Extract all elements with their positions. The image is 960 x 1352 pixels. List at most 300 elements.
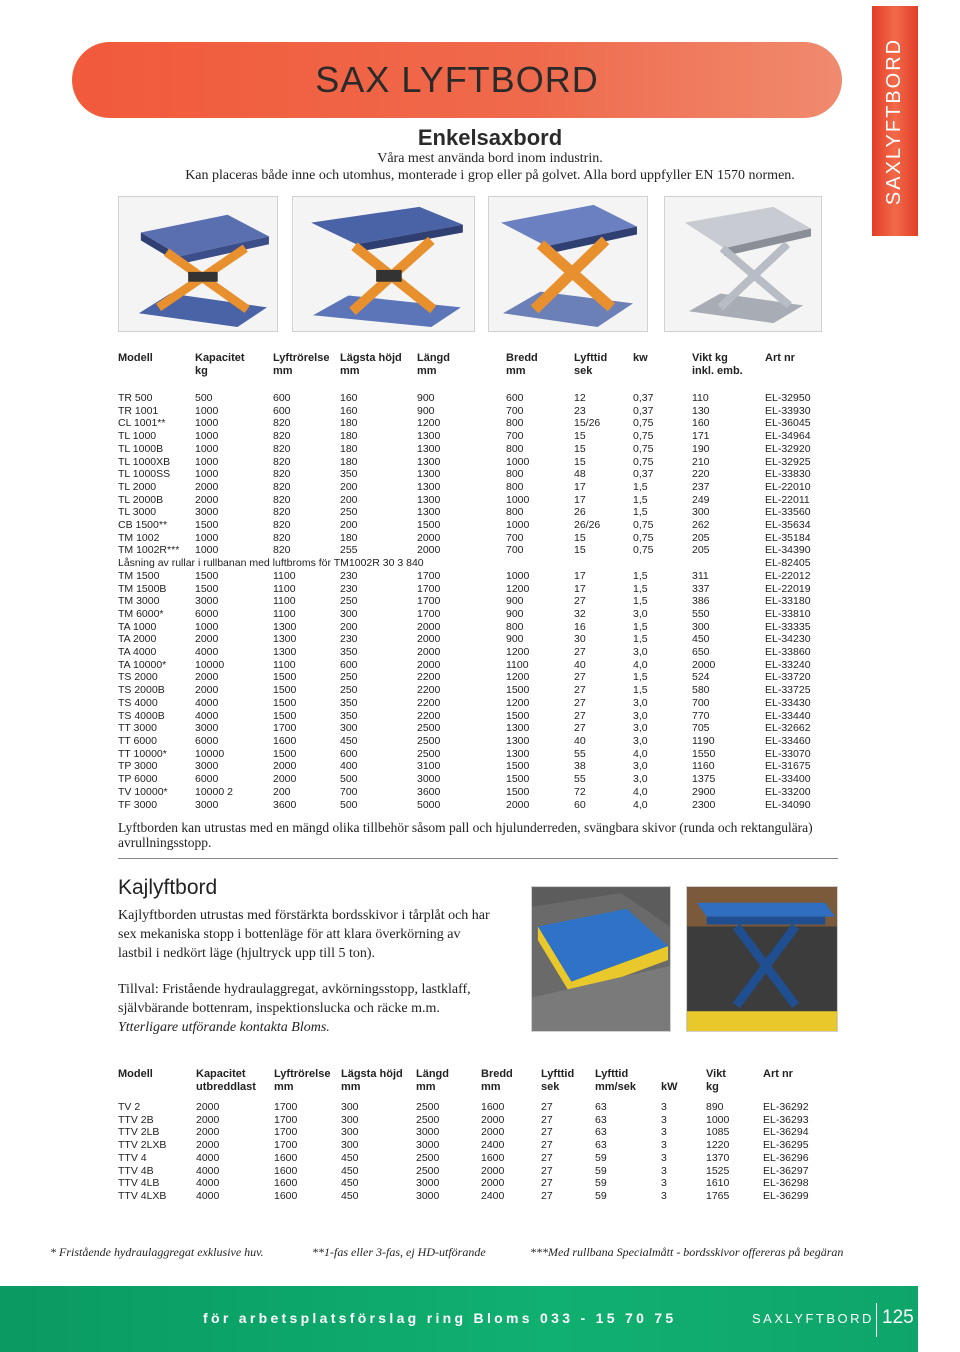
table-cell: 2000	[195, 633, 219, 646]
table-cell: EL-33930	[765, 404, 811, 417]
table-cell: 60	[574, 798, 586, 811]
table-cell: 6000	[195, 734, 219, 747]
table-cell: 2000	[195, 671, 219, 684]
table-row	[118, 722, 818, 735]
table-cell: 1000	[195, 417, 219, 430]
table-cell: 1,5	[633, 480, 648, 493]
table-cell: 2000	[481, 1177, 505, 1190]
table-cell: 600	[506, 392, 524, 404]
table-row	[118, 659, 818, 672]
table-cell: 27	[574, 646, 586, 659]
table-cell: EL-36299	[763, 1189, 809, 1202]
table-cell: 220	[692, 468, 710, 481]
table-cell: 17	[574, 493, 586, 506]
footnote-1: * Fristående hydraulaggregat exklusive huv.	[50, 1245, 264, 1259]
column-header	[417, 352, 506, 392]
table-cell: 3,0	[633, 773, 648, 786]
table-cell: 4000	[195, 696, 219, 709]
table-cell: 205	[692, 531, 710, 544]
table-cell: TA 10000*	[118, 658, 167, 671]
table-cell: 1500	[506, 785, 530, 798]
table-cell: 770	[692, 709, 710, 722]
table-cell: EL-34230	[765, 633, 811, 646]
table-cell: 2500	[416, 1151, 440, 1164]
table-cell: 3000	[416, 1189, 440, 1202]
table-cell: 237	[692, 480, 710, 493]
table-cell: 580	[692, 684, 710, 697]
table-cell: 27	[574, 696, 586, 709]
table-cell: 3000	[195, 506, 219, 519]
table-cell: EL-33400	[765, 773, 811, 786]
column-header	[341, 1068, 416, 1101]
table-cell: 3,0	[633, 607, 648, 620]
table-cell: 4,0	[633, 747, 648, 760]
special-row-art-number: EL-82405	[765, 557, 811, 570]
table-cell: 27	[541, 1151, 553, 1164]
table-row	[118, 494, 818, 507]
table-cell: EL-33810	[765, 607, 811, 620]
table-row	[118, 1126, 838, 1139]
table-cell: 300	[692, 506, 710, 519]
table-cell: TM 3000	[118, 595, 160, 608]
table-cell: 300	[340, 722, 358, 735]
table-cell: EL-34964	[765, 430, 811, 443]
table-cell: 17	[574, 582, 586, 595]
table-cell: 1375	[692, 773, 716, 786]
table-cell: 250	[340, 684, 358, 697]
column-header	[416, 1068, 481, 1101]
table-cell: 250	[340, 671, 358, 684]
table-cell: 3,0	[633, 760, 648, 773]
table-cell: 15	[574, 430, 586, 443]
table-cell: CB 1500**	[118, 519, 168, 532]
table-cell: EL-33720	[765, 671, 811, 684]
section-title-kajlyftbord: Kajlyftbord	[118, 876, 218, 899]
table-cell: 1200	[506, 646, 530, 659]
table-row	[118, 1190, 838, 1203]
table-cell: 300	[340, 607, 358, 620]
table-cell: 2000	[273, 760, 297, 773]
table-cell: 10000 2	[195, 785, 233, 798]
table-cell: EL-32925	[765, 455, 811, 468]
table-cell: 2000	[417, 633, 441, 646]
table-cell: 10000	[195, 747, 225, 760]
table-cell: TTV 4B	[118, 1164, 154, 1177]
column-header-line-1: Modell	[118, 352, 153, 364]
table-cell: 1200	[506, 671, 530, 684]
table-row	[118, 1114, 838, 1127]
table-cell: TTV 4LXB	[118, 1189, 167, 1202]
product-photo-4	[664, 196, 822, 332]
table-cell: 1500	[273, 684, 297, 697]
column-header-line-1: kw	[633, 352, 648, 364]
intro-line-1: Våra mest använda bord inom industrin.	[377, 151, 603, 166]
footnote-3: ***Med rullbana Specialmått - bordsskivor offereras på begäran	[530, 1245, 844, 1259]
table-cell: 23	[574, 404, 586, 417]
table-cell: EL-36297	[763, 1164, 809, 1177]
table-cell: 1525	[706, 1164, 730, 1177]
table-cell: 1700	[274, 1126, 298, 1139]
column-header-line-2: kg	[195, 365, 208, 377]
table-cell: EL-34090	[765, 798, 811, 811]
table-cell: 2000	[196, 1139, 220, 1152]
table-cell: 2000	[417, 544, 441, 557]
table-cell: 262	[692, 519, 710, 532]
table-cell: 0,37	[633, 468, 654, 481]
table-cell: 800	[506, 620, 524, 633]
table-cell: 3	[661, 1177, 667, 1190]
table-cell: 10000	[195, 658, 225, 671]
table-cell: 1,5	[633, 633, 648, 646]
table-cell: 0,75	[633, 442, 654, 455]
table-row	[118, 697, 818, 710]
table-cell: 1500	[273, 671, 297, 684]
table-cell: 180	[340, 455, 358, 468]
table-cell: TS 2000	[118, 671, 158, 684]
column-header-line-2: mm	[416, 1081, 436, 1093]
table-row	[118, 506, 818, 519]
table-cell: TM 1002R***	[118, 544, 180, 557]
table-cell: 1300	[273, 620, 297, 633]
table-row	[118, 468, 818, 481]
table-cell: 1500	[195, 582, 219, 595]
table-cell: 6000	[195, 773, 219, 786]
kajlyftbord-contact-text: Ytterligare utförande kontakta Bloms.	[118, 1020, 330, 1035]
table-cell: 255	[340, 544, 358, 557]
table-cell: 2500	[416, 1113, 440, 1126]
table-cell: 200	[340, 493, 358, 506]
table-cell: 1300	[506, 722, 530, 735]
product-photo-3	[488, 196, 648, 332]
table-cell: 1000	[195, 442, 219, 455]
table-cell: EL-36295	[763, 1139, 809, 1152]
table-cell: TT 3000	[118, 722, 157, 735]
table-cell: EL-22011	[765, 493, 810, 506]
column-header-line-2: mm	[341, 1081, 361, 1093]
side-label: SAXLYFTBORD	[883, 37, 906, 205]
table-cell: 1610	[706, 1177, 730, 1190]
footnote-2: **1-fas eller 3-fas, ej HD-utförande	[312, 1245, 486, 1259]
table-cell: TTV 2LB	[118, 1126, 160, 1139]
table-cell: 386	[692, 595, 710, 608]
table-row	[118, 519, 818, 532]
table-cell: 2000	[417, 531, 441, 544]
kajlyftbord-photo-1	[531, 886, 671, 1032]
table-cell: 4,0	[633, 798, 648, 811]
table-row	[118, 570, 818, 583]
table-cell: 1,5	[633, 493, 648, 506]
table-cell: 1000	[506, 455, 530, 468]
table-cell: 820	[273, 531, 291, 544]
table-cell: 820	[273, 417, 291, 430]
table-cell: 1700	[274, 1139, 298, 1152]
table-cell: 300	[341, 1139, 359, 1152]
table-cell: 2000	[196, 1101, 220, 1113]
table-cell: 3,0	[633, 696, 648, 709]
table-cell: 650	[692, 646, 710, 659]
table-cell: 0,37	[633, 392, 654, 404]
table-cell: 2000	[692, 658, 716, 671]
table-cell: 500	[195, 392, 213, 404]
table-row	[118, 748, 818, 761]
table-cell: EL-33430	[765, 696, 811, 709]
column-header-line-1: Bredd	[481, 1068, 513, 1080]
table-cell: 15	[574, 531, 586, 544]
table-row	[118, 583, 818, 596]
table-cell: EL-32662	[765, 722, 811, 735]
table-cell: 820	[273, 506, 291, 519]
table-cell: EL-33440	[765, 709, 811, 722]
table-cell: 250	[340, 506, 358, 519]
column-header-line-1: Lägsta höjd	[341, 1068, 403, 1080]
table-cell: EL-33830	[765, 468, 811, 481]
column-header-line-1: Vikt	[706, 1068, 726, 1080]
table-cell: 63	[595, 1101, 607, 1113]
table-cell: 300	[341, 1101, 359, 1113]
table-cell: 160	[692, 417, 710, 430]
table-cell: 0,75	[633, 531, 654, 544]
column-header	[633, 352, 692, 392]
table-cell: TR 500	[118, 392, 153, 404]
table-cell: 1300	[417, 480, 441, 493]
table-cell: 1500	[273, 709, 297, 722]
table-cell: TTV 4LB	[118, 1177, 160, 1190]
table-cell: TL 1000XB	[118, 455, 171, 468]
column-header-line-2: mm	[274, 1081, 294, 1093]
table-cell: 1600	[273, 734, 297, 747]
table-cell: 700	[506, 430, 524, 443]
column-header	[195, 352, 273, 392]
table-cell: 1300	[417, 506, 441, 519]
column-header-line-1: Längd	[416, 1068, 449, 1080]
table-cell: 1600	[274, 1189, 298, 1202]
table-cell: 55	[574, 747, 586, 760]
table-cell: EL-33240	[765, 658, 811, 671]
column-header-line-2: sek	[541, 1081, 560, 1093]
table-row	[118, 595, 818, 608]
table-cell: 1000	[195, 544, 219, 557]
column-header-line-1: Art nr	[763, 1068, 793, 1080]
table-cell: 230	[340, 633, 358, 646]
table-cell: 3000	[416, 1177, 440, 1190]
table-cell: 890	[706, 1101, 724, 1113]
table-cell: 180	[340, 442, 358, 455]
table-cell: 2300	[692, 798, 716, 811]
table-cell: 200	[340, 480, 358, 493]
table-cell: 550	[692, 607, 710, 620]
table-cell: TP 3000	[118, 760, 158, 773]
table-row	[118, 1165, 838, 1178]
table-cell: 300	[341, 1113, 359, 1126]
table-cell: TA 2000	[118, 633, 157, 646]
table-cell: 900	[417, 404, 435, 417]
table-cell: 800	[506, 417, 524, 430]
table-row	[118, 684, 818, 697]
table-cell: 3	[661, 1164, 667, 1177]
table-cell: 1500	[417, 519, 441, 532]
table-cell: TA 4000	[118, 646, 157, 659]
kajlyftbord-photo-2	[686, 886, 838, 1032]
product-photo-1	[118, 196, 278, 332]
table-cell: 1600	[274, 1151, 298, 1164]
column-header-line-1: Modell	[118, 1068, 153, 1080]
column-header-line-1: Lägsta höjd	[340, 352, 402, 364]
table-cell: 2000	[195, 493, 219, 506]
column-header-line-1: Lyfttid	[595, 1068, 629, 1080]
column-header-line-2: utbreddlast	[196, 1081, 256, 1093]
column-header-line-2: kW	[661, 1081, 678, 1093]
table-row	[118, 1139, 838, 1152]
table-cell: 1700	[417, 607, 441, 620]
table-cell: TM 1002	[118, 531, 160, 544]
table-cell: TV 10000*	[118, 785, 168, 798]
table-row	[118, 633, 818, 646]
table-cell: 2500	[416, 1164, 440, 1177]
table-cell: 190	[692, 442, 710, 455]
table-cell: EL-36045	[765, 417, 811, 430]
table-cell: 1200	[506, 696, 530, 709]
table-cell: 1700	[417, 569, 441, 582]
table-cell: 4000	[196, 1177, 220, 1190]
table-cell: 17	[574, 480, 586, 493]
table-cell: 3000	[195, 595, 219, 608]
table-row	[118, 760, 818, 773]
table-row	[118, 621, 818, 634]
table-cell: 1765	[706, 1189, 730, 1202]
table-cell: 2400	[481, 1139, 505, 1152]
table-cell: 1500	[273, 747, 297, 760]
table-cell: 26/26	[574, 519, 601, 532]
table-cell: TT 10000*	[118, 747, 167, 760]
table-cell: 171	[692, 430, 710, 443]
table-cell: EL-33200	[765, 785, 811, 798]
table-cell: 3000	[195, 722, 219, 735]
table-header-row	[118, 352, 818, 392]
intro-text	[120, 150, 860, 184]
table-cell: 3100	[417, 760, 441, 773]
enkelsaxbord-spec-table	[118, 352, 818, 811]
table-row	[118, 417, 818, 430]
table-cell: 1700	[274, 1101, 298, 1113]
table-cell: 1500	[195, 569, 219, 582]
table-cell: 3000	[195, 798, 219, 811]
table-cell: 2000	[273, 773, 297, 786]
table-cell: 600	[340, 747, 358, 760]
table-cell: 4000	[196, 1151, 220, 1164]
table-cell: 30	[574, 633, 586, 646]
table-cell: 1300	[273, 633, 297, 646]
table-cell: 15	[574, 442, 586, 455]
table-cell: 12	[574, 392, 586, 404]
table-cell: 1700	[417, 582, 441, 595]
column-header-line-1: Lyftrörelse	[274, 1068, 331, 1080]
table-cell: 450	[341, 1189, 359, 1202]
column-header-line-1: Art nr	[765, 352, 795, 364]
table-cell: 350	[340, 468, 358, 481]
column-header-line-1: Längd	[417, 352, 450, 364]
table-cell: 40	[574, 734, 586, 747]
footnotes	[50, 1245, 880, 1260]
table-row	[118, 532, 818, 545]
table-cell: 230	[340, 569, 358, 582]
table-cell: 27	[574, 722, 586, 735]
table-cell: TL 2000B	[118, 493, 164, 506]
table-cell: 700	[340, 785, 358, 798]
table-cell: EL-35184	[765, 531, 811, 544]
table-cell: EL-36298	[763, 1177, 809, 1190]
table-cell: 350	[340, 646, 358, 659]
table-cell: 1,5	[633, 582, 648, 595]
table-cell: 200	[273, 785, 291, 798]
table-cell: TTV 4	[118, 1151, 147, 1164]
table-cell: 205	[692, 544, 710, 557]
table-cell: EL-31675	[765, 760, 811, 773]
table-cell: 2200	[417, 684, 441, 697]
table-cell: EL-36294	[763, 1126, 809, 1139]
table-cell: 4,0	[633, 785, 648, 798]
column-header-line-2: mm	[506, 365, 526, 377]
table-cell: 2500	[416, 1101, 440, 1113]
column-header	[340, 352, 417, 392]
table-cell: TA 1000	[118, 620, 157, 633]
footer-contact: för arbetsplatsförslag ring Bloms 033 - 15 70 75	[203, 1310, 677, 1326]
table-row	[118, 443, 818, 456]
table-cell: 15	[574, 455, 586, 468]
table-cell: 600	[273, 404, 291, 417]
page-number: 125	[882, 1307, 914, 1328]
table-cell: 1100	[273, 595, 296, 608]
table-cell: 1700	[417, 595, 441, 608]
table-cell: 59	[595, 1177, 607, 1190]
table-cell: 800	[506, 442, 524, 455]
table-cell: 820	[273, 480, 291, 493]
column-header-line-2: mm/sek	[595, 1081, 636, 1093]
table-cell: 300	[692, 620, 710, 633]
table-cell: 450	[340, 734, 358, 747]
table-row	[118, 1177, 838, 1190]
table-cell: 27	[541, 1177, 553, 1190]
table-cell: 820	[273, 493, 291, 506]
table-cell: 1000	[195, 455, 219, 468]
table-cell: 3	[661, 1151, 667, 1164]
table-cell: 1000	[506, 569, 530, 582]
table-cell: 3000	[416, 1126, 440, 1139]
table-cell: 27	[541, 1126, 553, 1139]
table-cell: 2000	[195, 480, 219, 493]
table-cell: 1000	[195, 430, 219, 443]
table-cell: 1000	[506, 493, 530, 506]
table-cell: TL 1000SS	[118, 468, 171, 481]
kajlyftbord-spec-table	[118, 1068, 838, 1203]
table-cell: 4,0	[633, 658, 648, 671]
table-cell: 1500	[506, 773, 530, 786]
column-header	[273, 352, 340, 392]
table-cell: 820	[273, 468, 291, 481]
table-cell: 1000	[195, 468, 219, 481]
table-cell: 249	[692, 493, 710, 506]
table-row	[118, 735, 818, 748]
table-cell: EL-33335	[765, 620, 811, 633]
table-cell: 3	[661, 1139, 667, 1152]
column-header	[506, 352, 574, 392]
table-cell: 1,5	[633, 506, 648, 519]
kajlyftbord-options-text: Tillval: Fristående hydraulaggregat, avkörningsstopp, lastklaff, självbärande bottenram, inspektionslucka och räcke m.m.	[118, 982, 471, 1016]
table-cell: 0,75	[633, 519, 654, 532]
table-cell: 3,0	[633, 722, 648, 735]
table-cell: 210	[692, 455, 710, 468]
column-header	[274, 1068, 341, 1101]
table-cell: 900	[506, 595, 524, 608]
